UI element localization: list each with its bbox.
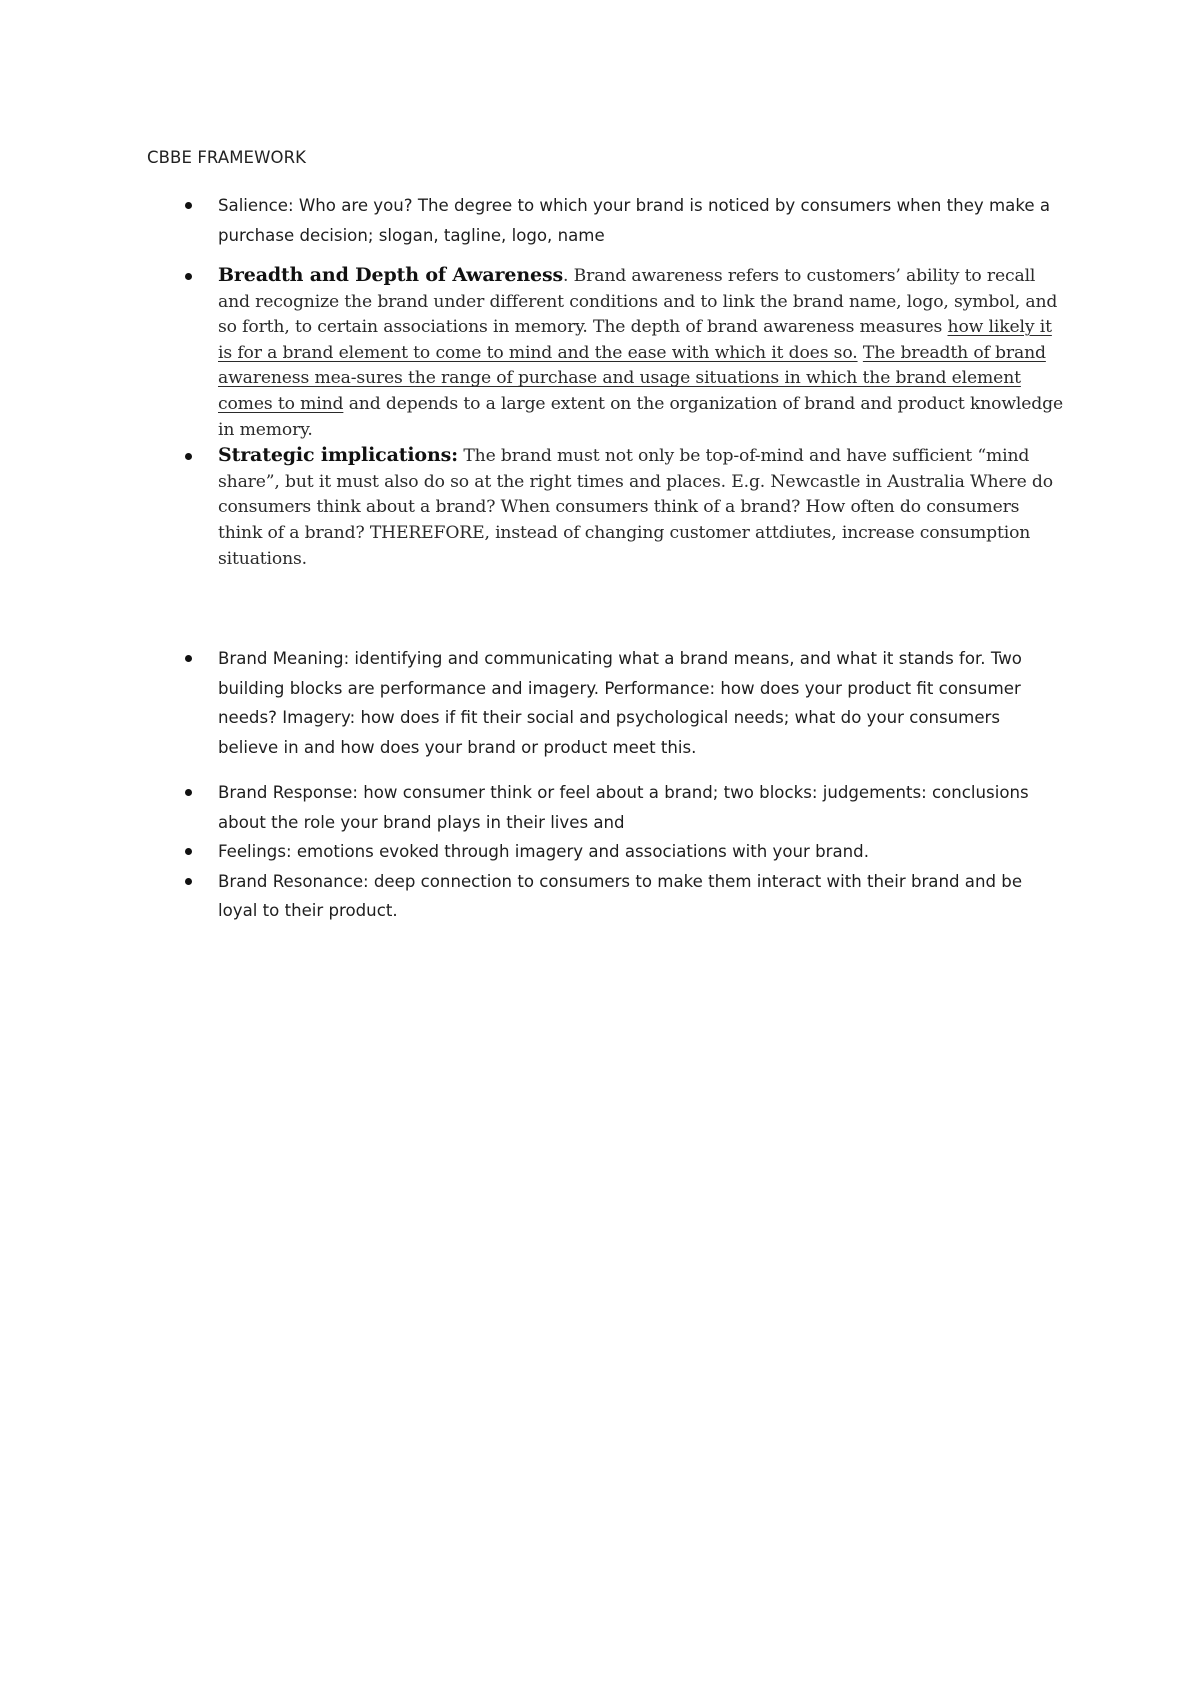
brand-response-text: Brand Response: how consumer think or feel about a brand; two blocks: judgements: conclusions about the role your brand plays in their lives and (218, 783, 1029, 832)
list-item-feelings (185, 837, 1065, 867)
strategic-heading: Strategic implications: (218, 444, 459, 467)
breadth-depth-underline-2: The breadth of brand awareness mea-sures the range of purchase and usage situations in which the brand element comes to mind (218, 342, 1046, 414)
bullet-icon (185, 273, 192, 280)
brand-resonance-text: Brand Resonance: deep connection to consumers to make them interact with their brand and be loyal to their product. (218, 871, 1023, 920)
list-item-strategic (185, 443, 1065, 572)
bullet-icon (185, 453, 192, 460)
list-item-brand-response (185, 778, 1065, 837)
salience-text: Salience: Who are you? The degree to which your brand is noticed by consumers when they make a purchase decision; slogan, tagline, logo, name (218, 196, 1050, 245)
list-item-breadth-depth (185, 263, 1065, 443)
bullet-icon (185, 655, 192, 662)
bullet-icon (185, 848, 192, 855)
bullet-icon (185, 202, 192, 209)
bullet-icon (185, 789, 192, 796)
bullet-list-salience (185, 191, 1065, 250)
list-item-brand-resonance (185, 867, 1065, 926)
bullet-list-response (185, 778, 1065, 926)
feelings-text: Feelings: emotions evoked through imagery and associations with your brand. (218, 842, 869, 861)
list-item-salience (185, 191, 1065, 250)
brand-meaning-text: Brand Meaning: identifying and communicating what a brand means, and what it stands for. Two building blocks are performance and imagery. Performance: how does your product fit consumer needs? Imagery: how does if fit their social and psychological needs; what do your consumers believe in and how does your brand or product meet this. (218, 649, 1022, 757)
breadth-depth-heading: Breadth and Depth of Awareness (218, 264, 564, 286)
breadth-depth-underline-1: how likely it is for a brand element to come to mind and the ease with which it does so. (218, 317, 1052, 363)
document-title: CBBE FRAMEWORK (147, 148, 307, 167)
strategic-text: The brand must not only be top-of-mind and have sufficient “mind share”, but it must also do so at the right times and places. E.g. Newcastle in Australia Where do consumers think about a brand? When consumers think of a brand? How often do consumers think of a brand? THEREFORE, instead of changing customer attdiutes, increase consumption situations. (218, 446, 1053, 569)
breadth-depth-text-1: . Brand awareness refers to customers’ ability to recall and recognize the brand under different conditions and to link the brand name, logo, symbol, and so forth, to certain associations in memory. The depth of brand awareness measures (218, 266, 1058, 338)
list-item-brand-meaning (185, 644, 1065, 762)
breadth-depth-text-3: and depends to a large extent on the organization of brand and product knowledge in memory. (218, 393, 1064, 440)
bullet-list-meaning (185, 644, 1065, 762)
bullet-list-awareness (185, 263, 1065, 572)
bullet-icon (185, 878, 192, 885)
